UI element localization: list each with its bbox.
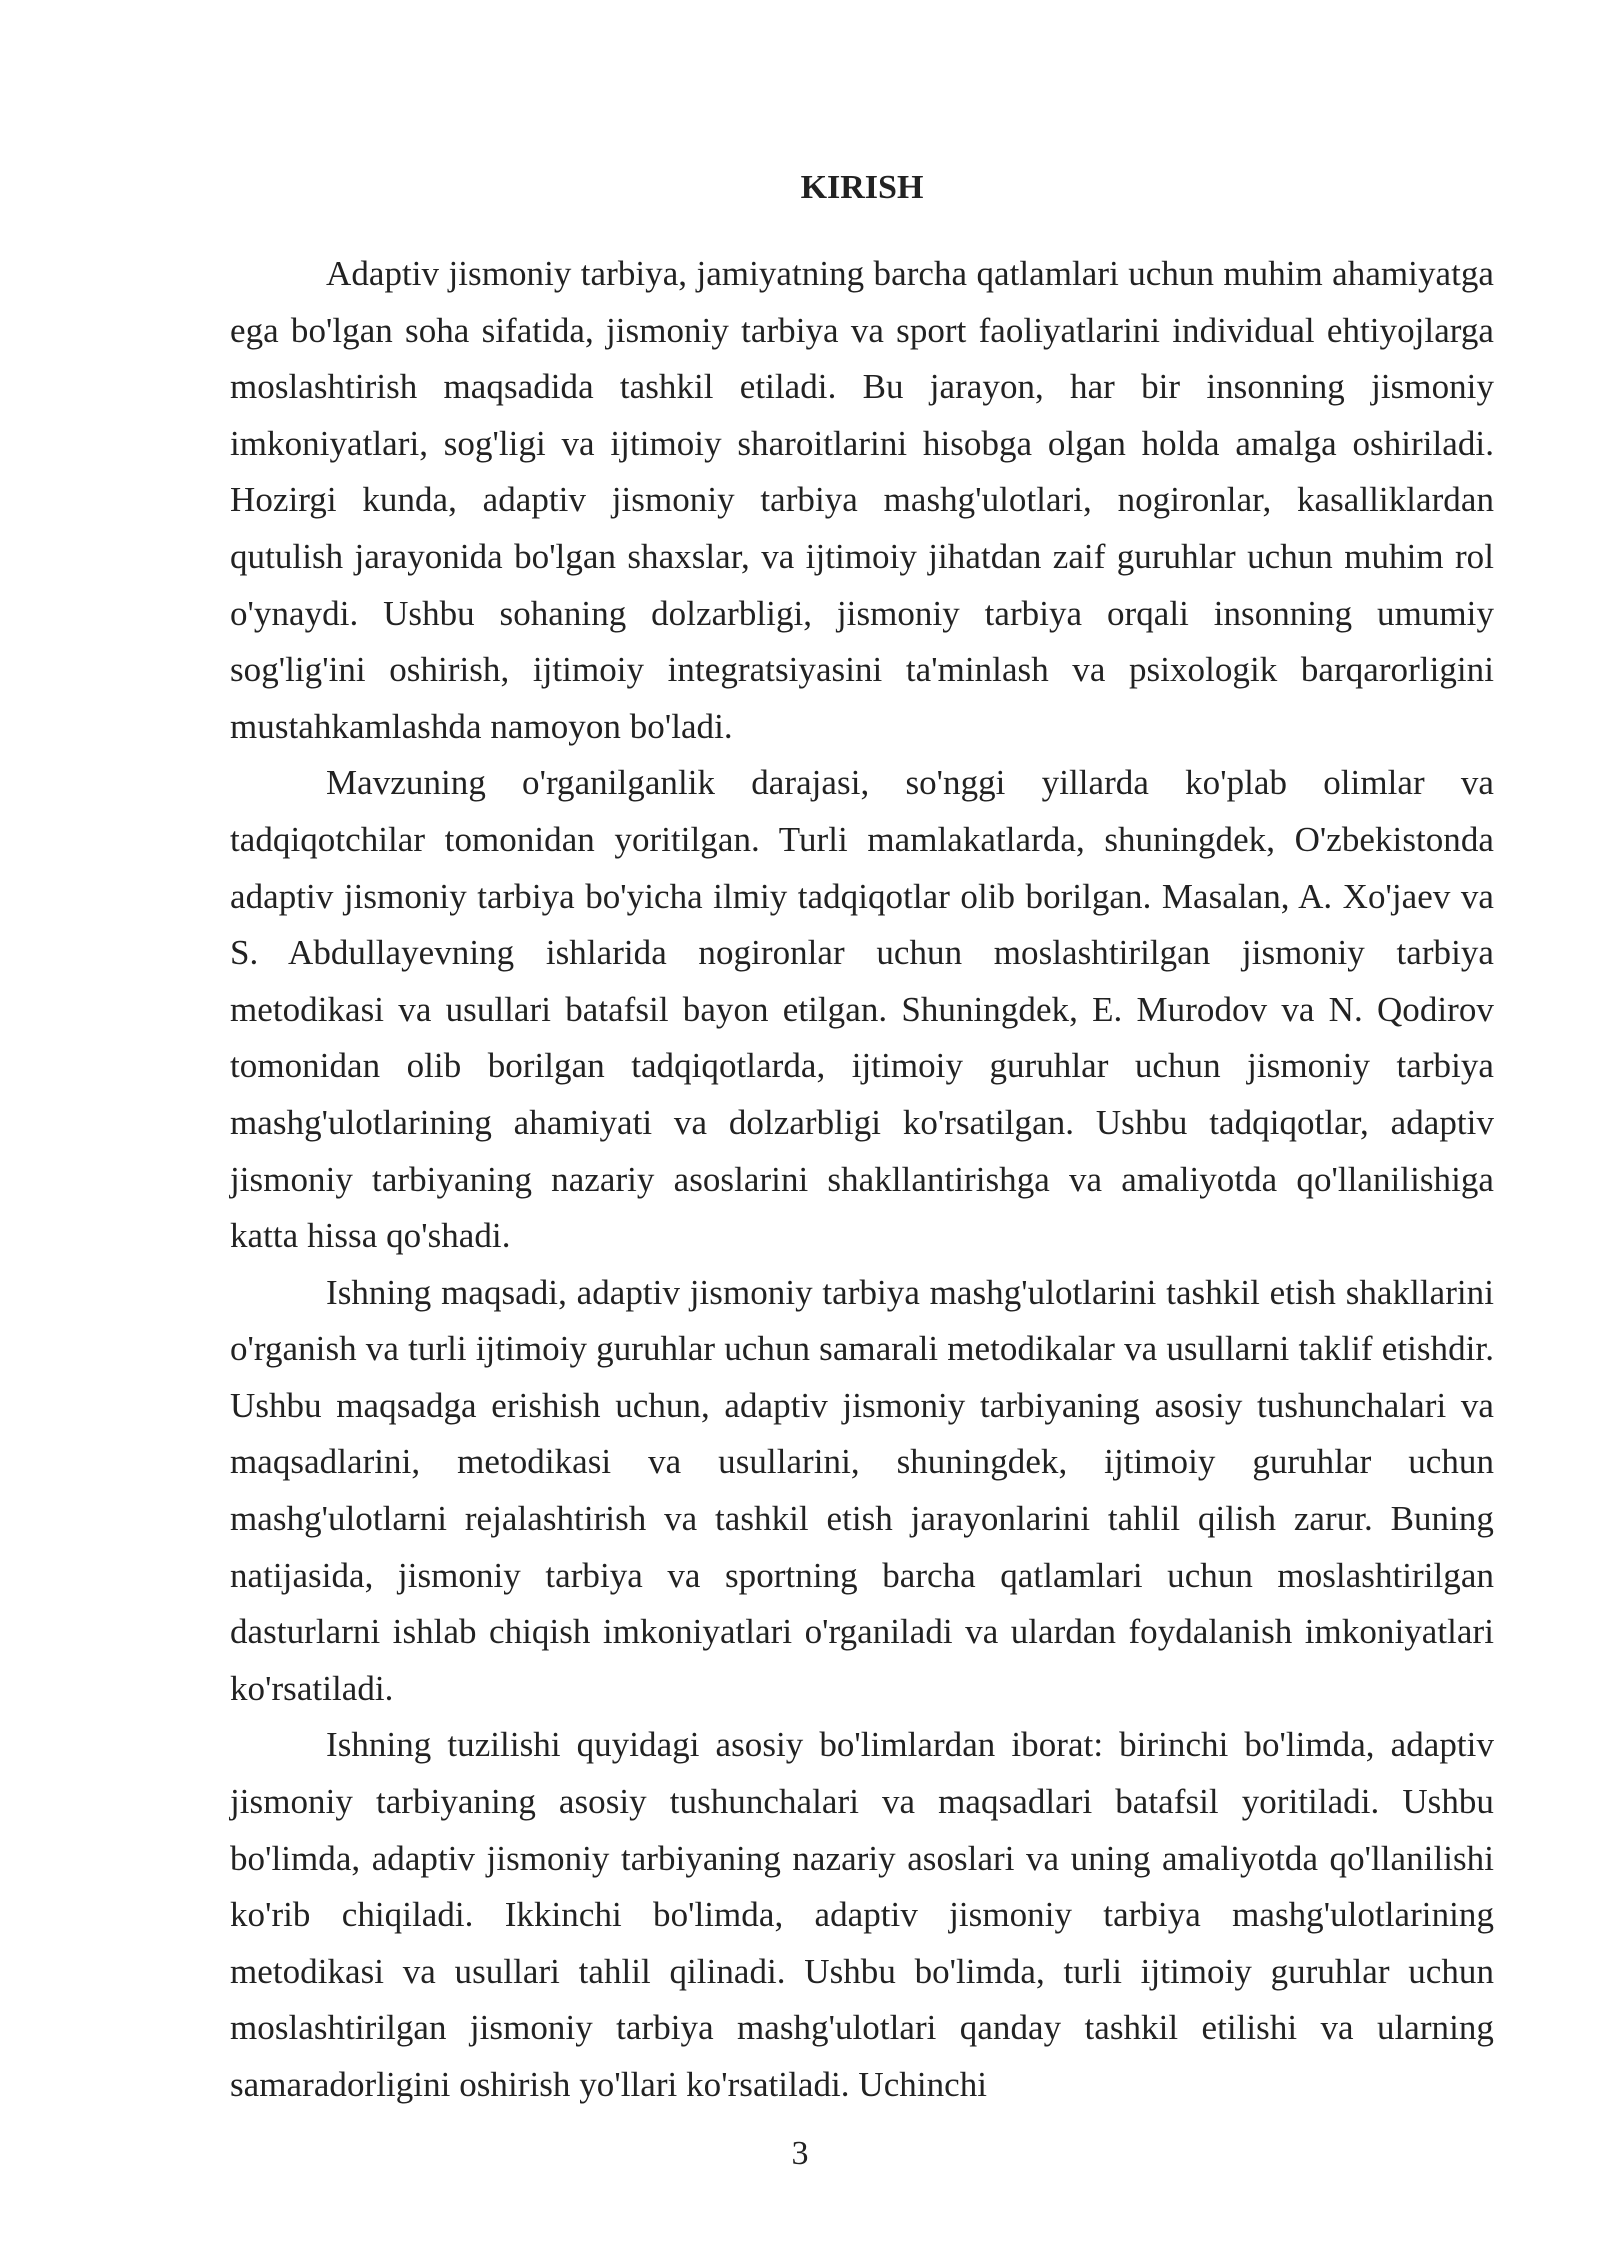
paragraph-literature-review: Mavzuning o'rganilganlik darajasi, so'nggi yillarda ko'plab olimlar va tadqiqotchilar tomonidan yoritilgan. Turli mamlakatlarda, shuningdek, O'zbekistonda adaptiv jismoniy tarbiya bo'yicha ilmiy tadqiqotlar olib borilgan. Masalan, A. Xo'jaev va S. Abdullayevning ishlarida nogironlar uchun moslashtirilgan jismoniy tarbiya metodikasi va usullari batafsil bayon etilgan. Shuningdek, E. Murodov va N. Qodirov tomonidan olib borilgan tadqiqotlarda, ijtimoiy guruhlar uchun jismoniy tarbiya mashg'ulotlarining ahamiyati va dolzarbligi ko'rsatilgan. Ushbu tadqiqotlar, adaptiv jismoniy tarbiyaning nazariy asoslarini shakllantirishga va amaliyotda qo'llanilishiga katta hissa qo'shadi.	[230, 763, 1494, 1256]
paragraph-research-goal: Ishning maqsadi, adaptiv jismoniy tarbiya mashg'ulotlarini tashkil etish shakllarini o'rganish va turli ijtimoiy guruhlar uchun samarali metodikalar va usullarni taklif etishdir. Ushbu maqsadga erishish uchun, adaptiv jismoniy tarbiyaning asosiy tushunchalari va maqsadlarini, metodikasi va usullarini, shuningdek, ijtimoiy guruhlar uchun mashg'ulotlarni rejalashtirish va tashkil etish jarayonlarini tahlil qilish zarur. Buning natijasida, jismoniy tarbiya va sportning barcha qatlamlari uchun moslashtirilgan dasturlarni ishlab chiqish imkoniyatlari o'rganiladi va ulardan foydalanish imkoniyatlari ko'rsatiladi.	[230, 1272, 1494, 1708]
page-number: 3	[791, 2135, 809, 2172]
paragraph-relevance: Adaptiv jismoniy tarbiya, jamiyatning barcha qatlamlari uchun muhim ahamiyatga ega bo'lgan soha sifatida, jismoniy tarbiya va sport faoliyatlarini individual ehtiyojlarga moslashtirish maqsadida tashkil etiladi. Bu jarayon, har bir insonning jismoniy imkoniyatlari, sog'ligi va ijtimoiy sharoitlarini hisobga olgan holda amalga oshiriladi. Hozirgi kunda, adaptiv jismoniy tarbiya mashg'ulotlari, nogironlar, kasalliklardan qutulish jarayonida bo'lgan shaxslar, va ijtimoiy jihatdan zaif guruhlar uchun muhim rol o'ynaydi. Ushbu sohaning dolzarbligi, jismoniy tarbiya orqali insonning umumiy sog'lig'ini oshirish, ijtimoiy integratsiyasini ta'minlash va psixologik barqarorligini mustahkamlashda namoyon bo'ladi.	[230, 254, 1494, 746]
page-title: KIRISH	[800, 169, 924, 206]
body-text	[230, 246, 1494, 2114]
paragraph-work-structure: Ishning tuzilishi quyidagi asosiy bo'limlardan iborat: birinchi bo'limda, adaptiv jismoniy tarbiyaning asosiy tushunchalari va maqsadlari batafsil yoritiladi. Ushbu bo'limda, adaptiv jismoniy tarbiyaning nazariy asoslari va uning amaliyotda qo'llanilishi ko'rib chiqiladi. Ikkinchi bo'limda, adaptiv jismoniy tarbiya mashg'ulotlarining metodikasi va usullari tahlil qilinadi. Ushbu bo'limda, turli ijtimoiy guruhlar uchun moslashtirilgan jismoniy tarbiya mashg'ulotlari qanday tashkil etilishi va ularning samaradorligini oshirish yo'llari ko'rsatiladi. Uchinchi	[230, 1725, 1494, 2104]
